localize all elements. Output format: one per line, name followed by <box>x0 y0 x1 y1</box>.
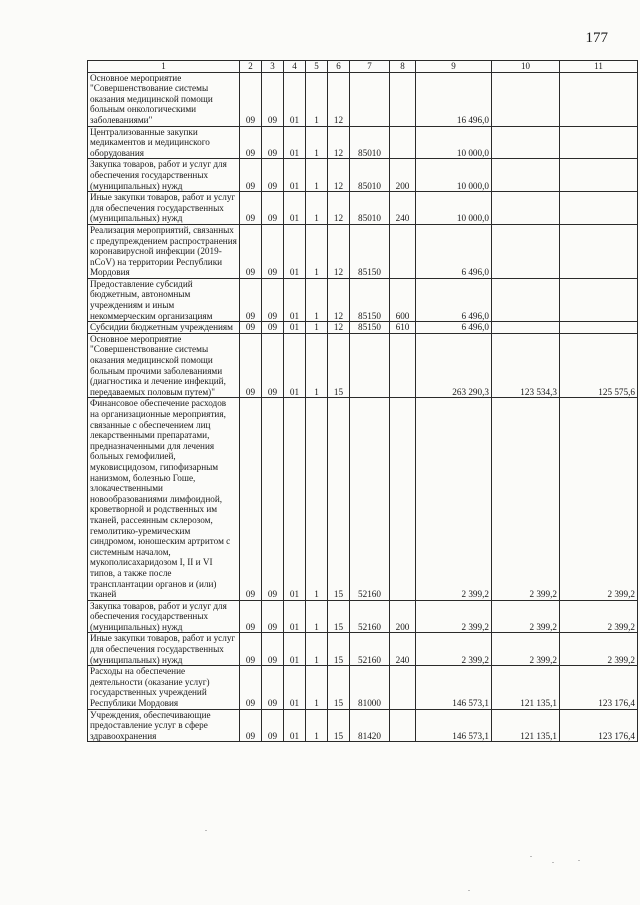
column-header: 3 <box>262 61 284 73</box>
code-program: 01 <box>284 159 306 192</box>
code-subsection: 09 <box>262 333 284 398</box>
amount-year-1: 16 496,0 <box>416 72 492 126</box>
row-name: Иные закупки товаров, работ и услуг для обеспечения государственных (муниципальных) нужд <box>88 633 240 666</box>
code-section: 09 <box>240 322 262 334</box>
code-expense-type: 200 <box>390 159 416 192</box>
code-expense-type: 240 <box>390 192 416 225</box>
code-event: 15 <box>328 600 350 633</box>
code-subsection: 09 <box>262 398 284 600</box>
amount-year-3 <box>560 322 638 334</box>
code-program: 01 <box>284 278 306 321</box>
code-section: 09 <box>240 709 262 742</box>
amount-year-2 <box>492 126 560 159</box>
code-program: 01 <box>284 224 306 278</box>
code-program: 01 <box>284 333 306 398</box>
row-name: Финансовое обеспечение расходов на организационные мероприятия, связанные с обеспечением лиц лекарственными препаратами, предназначенными для лечения больных гемофилией, муковисцидозом, гипофизарным нанизмом, болезнью Гоше, злокачественными новообразованиями лимфоидной, кроветворной и родственных им тканей, рассеянным склерозом, гемолитико-уремическим синдромом, юношеским артритом с системным началом, мукополисахаридозом I, II и VI типов, а также после трансплантации органов и (или) тканей <box>88 398 240 600</box>
column-header: 8 <box>390 61 416 73</box>
code-direction: 52160 <box>350 398 390 600</box>
code-section: 09 <box>240 224 262 278</box>
code-subprogram: 1 <box>306 600 328 633</box>
row-name: Предоставление субсидий бюджетным, автономным учреждениям и иным некоммерческим организациям <box>88 278 240 321</box>
amount-year-3 <box>560 159 638 192</box>
code-subsection: 09 <box>262 322 284 334</box>
column-header: 7 <box>350 61 390 73</box>
amount-year-1: 10 000,0 <box>416 159 492 192</box>
amount-year-1: 6 496,0 <box>416 322 492 334</box>
table-row <box>88 666 638 709</box>
amount-year-3 <box>560 278 638 321</box>
amount-year-2: 2 399,2 <box>492 633 560 666</box>
column-header: 9 <box>416 61 492 73</box>
row-name: Учреждения, обеспечивающие предоставление услуг в сфере здравоохранения <box>88 709 240 742</box>
row-name: Закупка товаров, работ и услуг для обеспечения государственных (муниципальных) нужд <box>88 600 240 633</box>
amount-year-2 <box>492 72 560 126</box>
code-expense-type <box>390 224 416 278</box>
code-expense-type <box>390 666 416 709</box>
table-row <box>88 633 638 666</box>
code-event: 12 <box>328 192 350 225</box>
amount-year-1: 2 399,2 <box>416 600 492 633</box>
code-event: 12 <box>328 126 350 159</box>
column-header: 11 <box>560 61 638 73</box>
code-subprogram: 1 <box>306 322 328 334</box>
code-subprogram: 1 <box>306 224 328 278</box>
code-section: 09 <box>240 159 262 192</box>
page-number: 177 <box>585 30 608 46</box>
column-header: 2 <box>240 61 262 73</box>
code-expense-type <box>390 72 416 126</box>
amount-year-2: 2 399,2 <box>492 600 560 633</box>
amount-year-3 <box>560 72 638 126</box>
code-direction: 85010 <box>350 159 390 192</box>
amount-year-1: 146 573,1 <box>416 709 492 742</box>
column-header: 5 <box>306 61 328 73</box>
amount-year-1: 10 000,0 <box>416 126 492 159</box>
amount-year-1: 2 399,2 <box>416 398 492 600</box>
code-event: 15 <box>328 333 350 398</box>
amount-year-2 <box>492 278 560 321</box>
amount-year-3: 2 399,2 <box>560 633 638 666</box>
code-direction: 81000 <box>350 666 390 709</box>
code-subprogram: 1 <box>306 159 328 192</box>
code-expense-type: 610 <box>390 322 416 334</box>
code-event: 15 <box>328 633 350 666</box>
row-name: Закупка товаров, работ и услуг для обеспечения государственных (муниципальных) нужд <box>88 159 240 192</box>
code-subsection: 09 <box>262 633 284 666</box>
code-subsection: 09 <box>262 126 284 159</box>
code-direction <box>350 333 390 398</box>
code-section: 09 <box>240 126 262 159</box>
column-number-row <box>88 61 638 73</box>
code-direction: 85150 <box>350 322 390 334</box>
code-program: 01 <box>284 633 306 666</box>
amount-year-3: 2 399,2 <box>560 600 638 633</box>
table-row <box>88 192 638 225</box>
code-direction: 85150 <box>350 278 390 321</box>
amount-year-3: 123 176,4 <box>560 709 638 742</box>
code-program: 01 <box>284 126 306 159</box>
amount-year-1: 2 399,2 <box>416 633 492 666</box>
code-direction: 85150 <box>350 224 390 278</box>
code-expense-type: 600 <box>390 278 416 321</box>
code-event: 15 <box>328 398 350 600</box>
row-name: Расходы на обеспечение деятельности (оказание услуг) государственных учреждений Республики Мордовия <box>88 666 240 709</box>
code-section: 09 <box>240 278 262 321</box>
code-section: 09 <box>240 600 262 633</box>
code-event: 12 <box>328 159 350 192</box>
table-row <box>88 278 638 321</box>
column-header: 10 <box>492 61 560 73</box>
column-header: 1 <box>88 61 240 73</box>
code-section: 09 <box>240 333 262 398</box>
amount-year-2: 2 399,2 <box>492 398 560 600</box>
amount-year-2 <box>492 224 560 278</box>
row-name: Централизованные закупки медикаментов и медицинского оборудования <box>88 126 240 159</box>
amount-year-3 <box>560 224 638 278</box>
code-subprogram: 1 <box>306 709 328 742</box>
code-expense-type <box>390 398 416 600</box>
code-direction: 52160 <box>350 633 390 666</box>
table-row <box>88 224 638 278</box>
code-section: 09 <box>240 633 262 666</box>
row-name: Реализация мероприятий, связанных с предупреждением распространения коронавирусной инфекции (2019-nCoV) на территории Республики Мордовия <box>88 224 240 278</box>
amount-year-1: 263 290,3 <box>416 333 492 398</box>
code-subsection: 09 <box>262 666 284 709</box>
code-program: 01 <box>284 600 306 633</box>
amount-year-1: 10 000,0 <box>416 192 492 225</box>
code-expense-type: 240 <box>390 633 416 666</box>
amount-year-1: 146 573,1 <box>416 666 492 709</box>
amount-year-2: 121 135,1 <box>492 709 560 742</box>
code-subprogram: 1 <box>306 398 328 600</box>
row-name: Субсидии бюджетным учреждениям <box>88 322 240 334</box>
code-event: 15 <box>328 666 350 709</box>
code-subsection: 09 <box>262 709 284 742</box>
code-direction: 52160 <box>350 600 390 633</box>
table-row <box>88 159 638 192</box>
amount-year-2: 123 534,3 <box>492 333 560 398</box>
code-section: 09 <box>240 192 262 225</box>
code-subprogram: 1 <box>306 126 328 159</box>
table-row <box>88 333 638 398</box>
scan-noise <box>0 820 640 900</box>
code-subsection: 09 <box>262 159 284 192</box>
amount-year-3: 2 399,2 <box>560 398 638 600</box>
table-row <box>88 126 638 159</box>
code-expense-type: 200 <box>390 600 416 633</box>
code-subsection: 09 <box>262 278 284 321</box>
row-name: Иные закупки товаров, работ и услуг для обеспечения государственных (муниципальных) нужд <box>88 192 240 225</box>
code-program: 01 <box>284 322 306 334</box>
code-subsection: 09 <box>262 600 284 633</box>
code-subprogram: 1 <box>306 333 328 398</box>
amount-year-3: 125 575,6 <box>560 333 638 398</box>
code-subsection: 09 <box>262 224 284 278</box>
amount-year-3: 123 176,4 <box>560 666 638 709</box>
code-section: 09 <box>240 72 262 126</box>
code-direction: 85010 <box>350 192 390 225</box>
budget-table <box>87 60 638 742</box>
table-row <box>88 322 638 334</box>
table-row <box>88 600 638 633</box>
code-event: 12 <box>328 72 350 126</box>
amount-year-2 <box>492 192 560 225</box>
code-direction <box>350 72 390 126</box>
code-subprogram: 1 <box>306 278 328 321</box>
code-section: 09 <box>240 666 262 709</box>
code-section: 09 <box>240 398 262 600</box>
code-expense-type <box>390 709 416 742</box>
row-name: Основное мероприятие "Совершенствование системы оказания медицинской помощи больным онкологическими заболеваниями" <box>88 72 240 126</box>
code-subsection: 09 <box>262 192 284 225</box>
code-subprogram: 1 <box>306 666 328 709</box>
column-header: 4 <box>284 61 306 73</box>
code-program: 01 <box>284 666 306 709</box>
column-header: 6 <box>328 61 350 73</box>
code-subprogram: 1 <box>306 192 328 225</box>
code-subprogram: 1 <box>306 633 328 666</box>
amount-year-2 <box>492 322 560 334</box>
code-event: 12 <box>328 224 350 278</box>
code-subprogram: 1 <box>306 72 328 126</box>
code-program: 01 <box>284 72 306 126</box>
code-direction: 85010 <box>350 126 390 159</box>
amount-year-2 <box>492 159 560 192</box>
table-row <box>88 398 638 600</box>
code-expense-type <box>390 126 416 159</box>
code-direction: 81420 <box>350 709 390 742</box>
amount-year-1: 6 496,0 <box>416 224 492 278</box>
code-subsection: 09 <box>262 72 284 126</box>
code-event: 15 <box>328 709 350 742</box>
row-name: Основное мероприятие "Совершенствование системы оказания медицинской помощи больным прочими заболеваниями (диагностика и лечение инфекций, передаваемых половым путем)" <box>88 333 240 398</box>
code-event: 12 <box>328 322 350 334</box>
code-program: 01 <box>284 398 306 600</box>
amount-year-3 <box>560 192 638 225</box>
code-event: 12 <box>328 278 350 321</box>
amount-year-2: 121 135,1 <box>492 666 560 709</box>
code-program: 01 <box>284 709 306 742</box>
code-program: 01 <box>284 192 306 225</box>
code-expense-type <box>390 333 416 398</box>
table-row <box>88 709 638 742</box>
table-row <box>88 72 638 126</box>
amount-year-3 <box>560 126 638 159</box>
amount-year-1: 6 496,0 <box>416 278 492 321</box>
